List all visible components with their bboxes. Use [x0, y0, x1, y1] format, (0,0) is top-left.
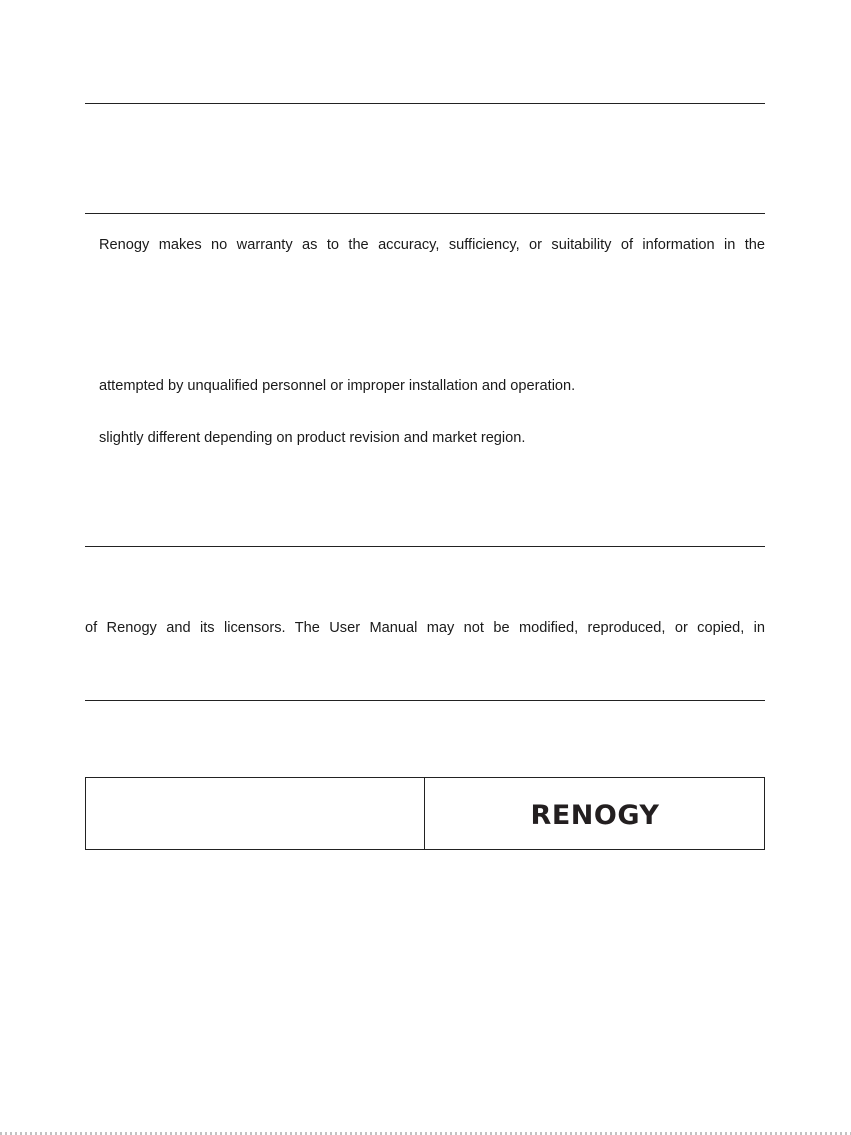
section-divider-3	[85, 546, 765, 547]
section-divider-1	[85, 103, 765, 104]
disclaimer-line-1: Renogy makes no warranty as to the accuracy, sufficiency, or suitability of information in the	[99, 237, 765, 253]
logo-table-logo-cell	[425, 778, 764, 849]
section-divider-2	[85, 213, 765, 214]
logo-table-empty-cell	[86, 778, 425, 849]
logo-table	[85, 777, 765, 850]
renogy-logo-text: RENOGY	[530, 800, 659, 827]
disclaimer-line-2: attempted by unqualified personnel or improper installation and operation.	[99, 378, 576, 394]
disclaimer-line-3: slightly different depending on product revision and market region.	[99, 430, 526, 446]
renogy-logo	[523, 801, 667, 827]
section-divider-4	[85, 700, 765, 701]
copyright-line: of Renogy and its licensors. The User Manual may not be modified, reproduced, or copied, in	[85, 620, 765, 636]
